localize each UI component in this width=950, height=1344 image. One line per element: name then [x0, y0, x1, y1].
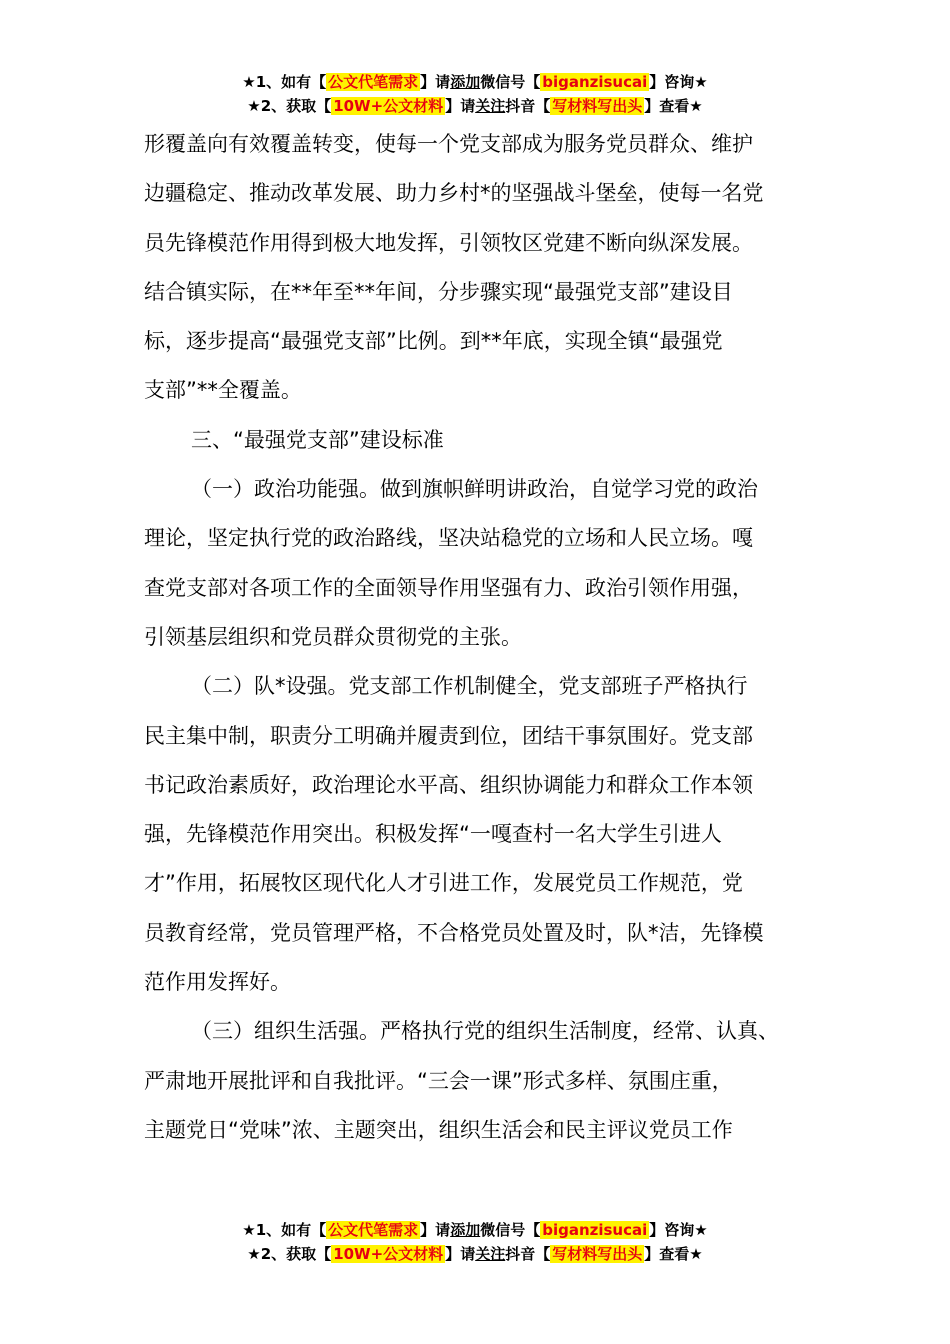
body-line: 引领基层组织和党员群众贯彻党的主张。 — [144, 624, 522, 649]
banner-line-2 — [0, 1242, 950, 1266]
banner-text: 抖音【 — [505, 1245, 551, 1263]
banner-underlined-text: 添加 — [450, 73, 481, 91]
banner-text: 微信号【 — [480, 1221, 541, 1239]
banner-underlined-text: 关注 — [475, 1245, 506, 1263]
banner-highlight: 写材料写出头 — [552, 1245, 643, 1263]
banner-line-1 — [0, 70, 950, 94]
body-line: 严肃地开展批评和自我批评。“三会一课”形式多样、氛围庄重， — [144, 1068, 733, 1093]
banner-highlight: 写材料写出头 — [552, 97, 643, 115]
body-line: 书记政治素质好，政治理论水平高、组织协调能力和群众工作本领 — [144, 772, 753, 797]
banner-line-2 — [0, 94, 950, 118]
banner-text: ★1、如有【 — [242, 73, 327, 91]
banner-highlight: biganzisucai — [542, 73, 648, 91]
body-line: 范作用发挥好。 — [144, 970, 291, 995]
banner-highlight: 10W+公文材料 — [333, 1245, 444, 1263]
body-line: 边疆稳定、推动改革发展、助力乡村*的坚强战斗堡垒，使每一名党 — [144, 181, 764, 206]
body-line: 查党支部对各项工作的全面领导作用坚强有力、政治引领作用强， — [144, 575, 753, 600]
body-line: 员教育经常，党员管理严格，不合格党员处置及时，队*洁，先锋模 — [144, 920, 764, 945]
body-line: 形覆盖向有效覆盖转变，使每一个党支部成为服务党员群众、维护 — [144, 132, 753, 156]
banner-text: ★2、获取【 — [247, 1245, 332, 1263]
banner-highlight: biganzisucai — [542, 1221, 648, 1239]
banner-highlight: 10W+公文材料 — [333, 97, 444, 115]
banner-text: 】咨询★ — [649, 73, 708, 91]
banner-text: 微信号【 — [480, 73, 541, 91]
body-line: 才”作用，拓展牧区现代化人才引进工作，发展党员工作规范，党 — [144, 871, 743, 896]
body-line: （一）政治功能强。做到旗帜鲜明讲政治，自觉学习党的政治 — [191, 477, 758, 502]
banner-text: 抖音【 — [505, 97, 551, 115]
body-line: 强，先锋模范作用突出。积极发挥“一嘎查村一名大学生引进人 — [144, 822, 722, 847]
body-line: （二）队*设强。党支部工作机制健全，党支部班子严格执行 — [191, 674, 748, 699]
body-line: 民主集中制，职责分工明确并履责到位，团结干事氛围好。党支部 — [144, 723, 753, 748]
banner-text: 】请 — [445, 1245, 476, 1263]
banner-text: 】查看★ — [644, 1245, 703, 1263]
header-banner — [0, 70, 950, 118]
body-line: 支部”**全覆盖。 — [144, 378, 302, 403]
banner-text: 】查看★ — [644, 97, 703, 115]
banner-underlined-text: 添加 — [450, 1221, 481, 1239]
body-line: 标，逐步提高“最强党支部”比例。到**年底，实现全镇“最强党 — [144, 329, 723, 354]
banner-text: 】咨询★ — [649, 1221, 708, 1239]
body-line: 主题党日“党味”浓、主题突出，组织生活会和民主评议党员工作 — [144, 1117, 733, 1142]
footer-banner — [0, 1218, 950, 1266]
section-heading: 三、“最强党支部”建设标准 — [191, 427, 444, 452]
banner-text: ★1、如有【 — [242, 1221, 327, 1239]
body-line: 理论，坚定执行党的政治路线，坚决站稳党的立场和人民立场。嘎 — [144, 526, 753, 551]
body-line: 结合镇实际，在**年至**年间，分步骤实现“最强党支部”建设目 — [144, 279, 733, 304]
banner-highlight: 公文代笔需求 — [328, 1221, 419, 1239]
banner-text: 】请 — [420, 73, 451, 91]
banner-underlined-text: 关注 — [475, 97, 506, 115]
body-line: （三）组织生活强。严格执行党的组织生活制度，经常、认真、 — [191, 1019, 779, 1044]
banner-text: ★2、获取【 — [247, 97, 332, 115]
banner-text: 】请 — [420, 1221, 451, 1239]
banner-highlight: 公文代笔需求 — [328, 73, 419, 91]
body-line: 员先锋模范作用得到极大地发挥，引领牧区党建不断向纵深发展。 — [144, 230, 753, 255]
banner-text: 】请 — [445, 97, 476, 115]
banner-line-1 — [0, 1218, 950, 1242]
document-body — [144, 120, 824, 1155]
